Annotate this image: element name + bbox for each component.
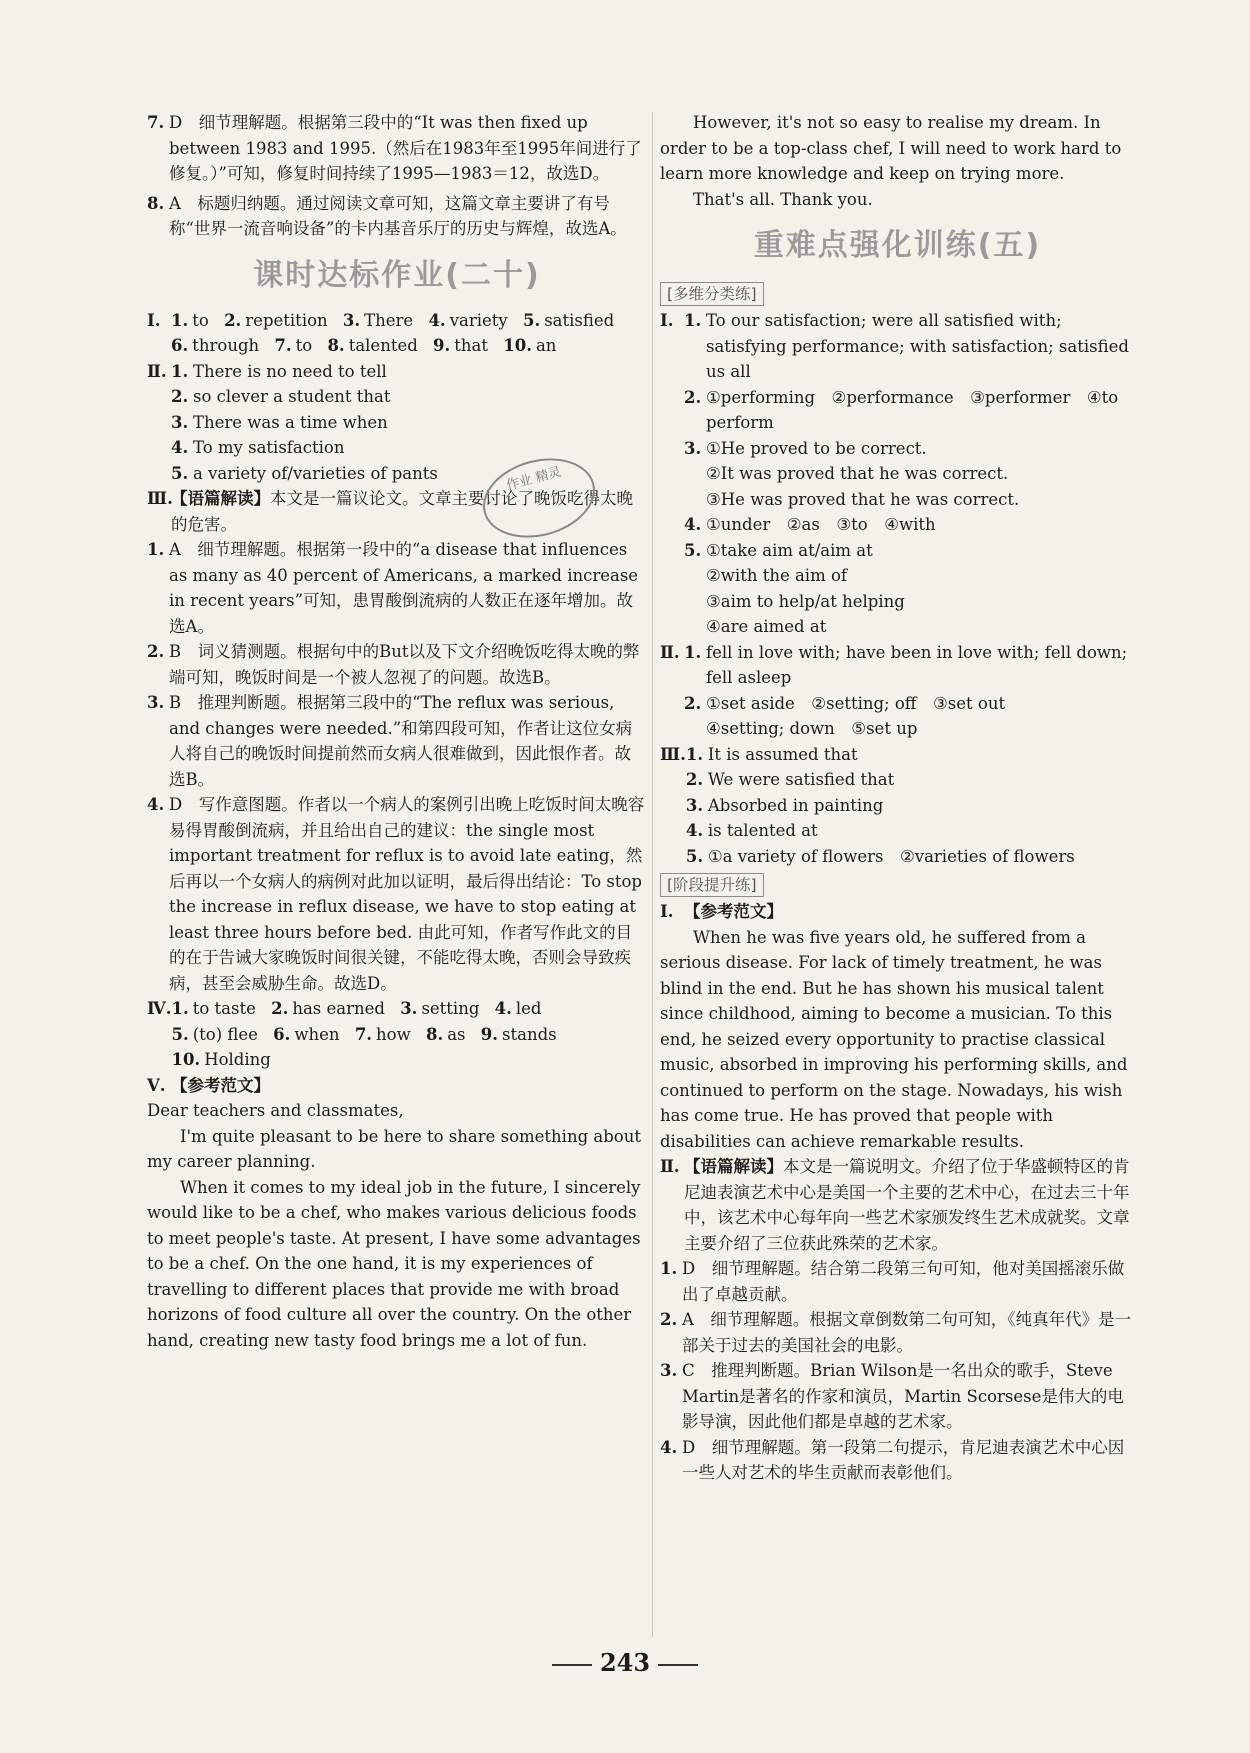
answer-line: [171, 308, 624, 334]
item-number: 5.: [522, 310, 541, 330]
section-2: [660, 640, 1135, 742]
list-item: [171, 410, 438, 436]
essay-closing: That's all. Thank you.: [693, 189, 873, 209]
item-number: 2.: [171, 387, 189, 406]
item-text: ①a variety of flowers ②varieties of flowers: [707, 846, 1075, 866]
item-number: 1.: [685, 744, 704, 764]
essay-paragraph: I'm quite pleasant to be here to share something about my career planning.: [147, 1126, 641, 1171]
item-number: 3.: [685, 795, 704, 815]
answer-word: to taste: [192, 999, 256, 1018]
answer-word: as: [447, 1024, 466, 1044]
item-number: 4.: [685, 821, 704, 840]
list-item: [171, 461, 438, 487]
essay-paragraph: When he was five years old, he suffered from a serious disease. For lack of timely treatment, he was blind in the end. But he has shown his musical talent since childhood, aiming to become a musician. To this end, he seized every opportunity to practise classical music, absorbed in improving his performing skills, and continued to perform on the stage. Nowadays, his wish has come true. He has proved that people with disabilities can achieve remarkable results.: [660, 927, 1128, 1151]
item-text: D 细节理解题。第一段第二句提示，肯尼迪表演艺术中心因一些人对艺术的毕生贡献而表彰他们。: [682, 1437, 1125, 1482]
page-number-rule: [658, 1664, 698, 1666]
item-number: 2.: [271, 999, 289, 1018]
answer-word: stands: [502, 1024, 557, 1044]
item-number: 4.: [660, 1437, 678, 1457]
item-number: 1.: [171, 310, 189, 330]
roman-numeral: Ⅲ.: [660, 744, 686, 764]
item-number: 5.: [684, 540, 702, 560]
page-number: [0, 1648, 1250, 1677]
item-text: It is assumed that: [707, 744, 858, 764]
list-item: [684, 512, 1135, 538]
list-item: [660, 1358, 1135, 1435]
item-number: 8.: [425, 1024, 444, 1044]
list-item: [171, 384, 438, 410]
item-number: 3.: [171, 412, 189, 432]
item-number: 4.: [147, 795, 165, 814]
roman-numeral: Ⅰ.: [660, 311, 674, 330]
item-text: B 推理判断题。根据第三段中的“The reflux was serious, and changes were needed.”和第四段可知，作者让这位女病人将自己的晚饭时间提前然而女病人很难做到，因此恨作者。故选B。: [169, 693, 633, 789]
item-text: ③aim to help/at helping: [706, 591, 905, 611]
answer-word: led: [515, 999, 542, 1018]
answer-line: [171, 996, 566, 1022]
list-item: [684, 640, 1135, 691]
list-item: [171, 435, 438, 461]
list-item: [686, 793, 1075, 819]
section-5: [147, 1073, 647, 1099]
section-1: [147, 308, 647, 359]
section-tag: 【语篇解读】: [171, 489, 270, 508]
item-number: 5.: [171, 1024, 189, 1044]
section-title: 重难点强化训练(五): [753, 228, 1042, 263]
list-item: [147, 792, 647, 996]
answer-word: how: [376, 1024, 411, 1044]
item-text: A 细节理解题。根据文章倒数第二句可知，《纯真年代》是一部关于过去的美国社会的电影。: [682, 1310, 1132, 1355]
answer-number: 8.: [147, 193, 165, 213]
item-text: ①take aim at/aim at: [706, 540, 873, 560]
item-number: 2.: [660, 1310, 678, 1329]
item-text: is talented at: [707, 821, 818, 840]
item-text: C 推理判断题。Brian Wilson是一名出众的歌手，Steve Martin是著名的作家和演员，Martin Scorsese是伟大的电影导演，因此他们都是卓越的艺术家。: [682, 1361, 1124, 1431]
answer-word: talented: [348, 336, 418, 355]
roman-numeral: Ⅴ.: [147, 1075, 166, 1095]
essay-greeting: Dear teachers and classmates,: [147, 1101, 404, 1120]
item-number: 4.: [494, 999, 512, 1018]
answer-line: [171, 1047, 566, 1073]
item-number: 1.: [660, 1259, 678, 1278]
roman-numeral: Ⅰ.: [660, 902, 674, 921]
section-intro: 本文是一篇议论文。文章主要讨论了晚饭吃得太晚的危害。: [171, 489, 633, 534]
section-tag: 【参考范文】: [171, 1075, 270, 1095]
item-number: 9.: [480, 1024, 499, 1044]
item-text: ①He proved to be correct.: [706, 438, 927, 458]
section-1: [660, 308, 1135, 640]
item-text: ①under ②as ③to ④with: [706, 515, 936, 534]
column-divider: [652, 112, 653, 1637]
answer-word: through: [192, 336, 260, 355]
item-text: ④are aimed at: [706, 617, 827, 636]
item-text: ①performing ②performance ③performer ④to perform: [706, 387, 1119, 432]
item-number: 10.: [171, 1050, 201, 1069]
page-number-rule: [552, 1664, 592, 1666]
item-number: 2.: [684, 693, 702, 713]
list-item: [147, 639, 647, 690]
item-number: 7.: [274, 336, 292, 355]
answer-word: to: [192, 310, 209, 330]
answer-word: Holding: [204, 1050, 271, 1069]
answer-7: [147, 110, 647, 187]
item-number: 2.: [684, 387, 702, 407]
list-item: [686, 844, 1075, 870]
item-number: 10.: [503, 336, 532, 355]
answer-8: [147, 191, 647, 242]
answer-word: that: [454, 336, 488, 355]
answer-word: variety: [449, 310, 508, 330]
item-text: D 写作意图题。作者以一个病人的案例引出晚上吃饭时间太晚容易得胃酸倒流病，并且给出自己的建议：the single most important treatment for reflux is to avoid late eating，然后再以一个女病人的病例对此加以证明，最后得出结论：To stop the increase in reflux disease, we have to stop eating at least three hours before bed. 由此可知，作者写作此文的目的在于告诫大家晚饭时间很关键，不能吃得太晚，否则会导致疾病，甚至会威胁生命。故选D。: [169, 795, 645, 993]
list-item: [660, 1307, 1135, 1358]
list-item: [171, 359, 438, 385]
section-3: [660, 742, 1135, 870]
category-label: [阶段提升练]: [660, 873, 764, 897]
item-number: 5.: [171, 463, 189, 483]
item-text: There is no need to tell: [193, 361, 387, 381]
item-number: 3.: [660, 1361, 678, 1380]
item-text: so clever a student that: [193, 387, 391, 406]
list-item: [684, 691, 1135, 742]
essay-paragraph: However, it's not so easy to realise my dream. In order to be a top-class chef, I will need to work hard to learn more knowledge and keep on trying more.: [660, 113, 1122, 183]
item-number: 3.: [684, 438, 702, 458]
item-text: There was a time when: [193, 412, 388, 432]
item-text: ①set aside ②setting; off ③set out: [706, 693, 1006, 713]
section-4: [147, 996, 647, 1073]
list-item: [684, 436, 1135, 513]
roman-numeral: Ⅱ.: [660, 642, 680, 662]
section-title: 课时达标作业(二十): [253, 257, 541, 293]
item-text: ③He was proved that he was correct.: [706, 489, 1020, 509]
roman-numeral: Ⅲ.: [147, 489, 173, 508]
item-number: 3.: [400, 999, 418, 1018]
answer-word: an: [535, 336, 557, 355]
answer-word: to: [295, 336, 313, 355]
section-tag: 【参考范文】: [684, 902, 783, 921]
answer-word: when: [294, 1024, 340, 1044]
answer-word: (to) flee: [192, 1024, 258, 1044]
item-text: ②with the aim of: [706, 566, 848, 585]
item-number: 3.: [342, 310, 361, 330]
list-item: [660, 1435, 1135, 1486]
section-4: [660, 899, 1135, 925]
item-number: 6.: [171, 336, 189, 355]
answer-line: [171, 333, 624, 359]
item-number: 4.: [428, 310, 446, 330]
section-intro: 本文是一篇说明文。介绍了位于华盛顿特区的肯尼迪表演艺术中心是美国一个主要的艺术中心，在过去三十年中，该艺术中心每年向一些艺术家颁发终生艺术成就奖。文章主要介绍了三位获此殊荣的艺术家。: [684, 1157, 1130, 1253]
section-tag: 【语篇解读】: [684, 1157, 783, 1176]
item-number: 1.: [147, 540, 165, 559]
answer-word: setting: [421, 999, 480, 1018]
list-item: [686, 818, 1075, 844]
category-label: [多维分类练]: [660, 282, 764, 306]
answer-number: 7.: [147, 113, 165, 132]
left-column: [147, 110, 647, 1353]
list-item: [147, 537, 647, 639]
item-number: 6.: [273, 1024, 291, 1044]
item-text: ②It was proved that he was correct.: [706, 464, 1009, 483]
item-text: We were satisfied that: [707, 770, 895, 789]
list-item: [147, 690, 647, 792]
item-number: 2.: [147, 642, 165, 661]
item-number: 1.: [171, 999, 189, 1018]
essay-paragraph: When it comes to my ideal job in the future, I sincerely would like to be a chef, who makes various delicious foods to meet people's taste. At present, I have some advantages to be a chef. On the one hand, it is my experiences of travelling to different places that provide me with broad horizons of food culture all over the country. On the other hand, creating new tasty food brings me a lot of fun.: [147, 1177, 641, 1350]
item-text: ④setting; down ⑤set up: [706, 719, 918, 738]
answer-word: repetition: [245, 310, 328, 330]
item-number: 2.: [685, 770, 704, 789]
item-number: 8.: [327, 336, 345, 355]
item-number: 5.: [685, 846, 704, 866]
roman-numeral: Ⅱ.: [147, 361, 167, 381]
item-text: To my satisfaction: [193, 438, 345, 457]
answer-line: [171, 1022, 566, 1048]
list-item: [660, 1256, 1135, 1307]
answer-word: satisfied: [544, 310, 615, 330]
item-number: 1.: [684, 311, 702, 330]
item-text: A 细节理解题。根据第一段中的“a disease that influences as many as 40 percent of Americans, a marked increase in recent years”可知，患胃酸倒流病的人数正在逐年增加。故选A。: [169, 540, 639, 636]
item-number: 2.: [224, 310, 242, 330]
stamp-text: 作业 精灵: [504, 464, 564, 494]
list-item: [686, 742, 1075, 768]
item-number: 1.: [171, 361, 189, 381]
item-number: 7.: [354, 1024, 373, 1044]
roman-numeral: Ⅰ.: [147, 310, 161, 330]
item-number: 4.: [171, 438, 189, 457]
section-5: [660, 1154, 1135, 1256]
item-text: D 细节理解题。结合第二段第三句可知，他对美国摇滚乐做出了卓越贡献。: [682, 1259, 1125, 1304]
item-number: 3.: [147, 693, 165, 712]
roman-numeral: Ⅳ.: [147, 999, 172, 1018]
list-item: [686, 767, 1075, 793]
item-number: 4.: [684, 515, 702, 534]
answer-word: has earned: [292, 999, 385, 1018]
item-text: B 词义猜测题。根据句中的But以及下文介绍晚饭吃得太晚的弊端可知，晚饭时间是一个被人忽视了的问题。故选B。: [169, 642, 640, 687]
item-text: To our satisfaction; were all satisfied with; satisfying performance; with satisfaction; satisfied us all: [706, 311, 1129, 381]
item-text: Absorbed in painting: [707, 795, 884, 815]
answer-text: A 标题归纳题。通过阅读文章可知，这篇文章主要讲了有号称“世界一流音响设备”的卡内基音乐厅的历史与辉煌，故选A。: [169, 193, 627, 238]
page-number-text: 243: [599, 1648, 651, 1677]
answer-word: There: [364, 310, 414, 330]
right-column: [660, 110, 1135, 1486]
list-item: [684, 385, 1135, 436]
item-text: fell in love with; have been in love with; fell down; fell asleep: [706, 642, 1128, 687]
list-item: [684, 538, 1135, 640]
item-number: 1.: [684, 642, 702, 662]
answer-text: D 细节理解题。根据第三段中的“It was then fixed up between 1983 and 1995.（然后在1983年至1995年间进行了修复。）”可知，修复时间持续了1995—1983＝12，故选D。: [169, 113, 642, 183]
roman-numeral: Ⅱ.: [660, 1157, 680, 1176]
item-number: 9.: [433, 336, 451, 355]
list-item: [684, 308, 1135, 385]
item-text: a variety of/varieties of pants: [193, 463, 438, 483]
